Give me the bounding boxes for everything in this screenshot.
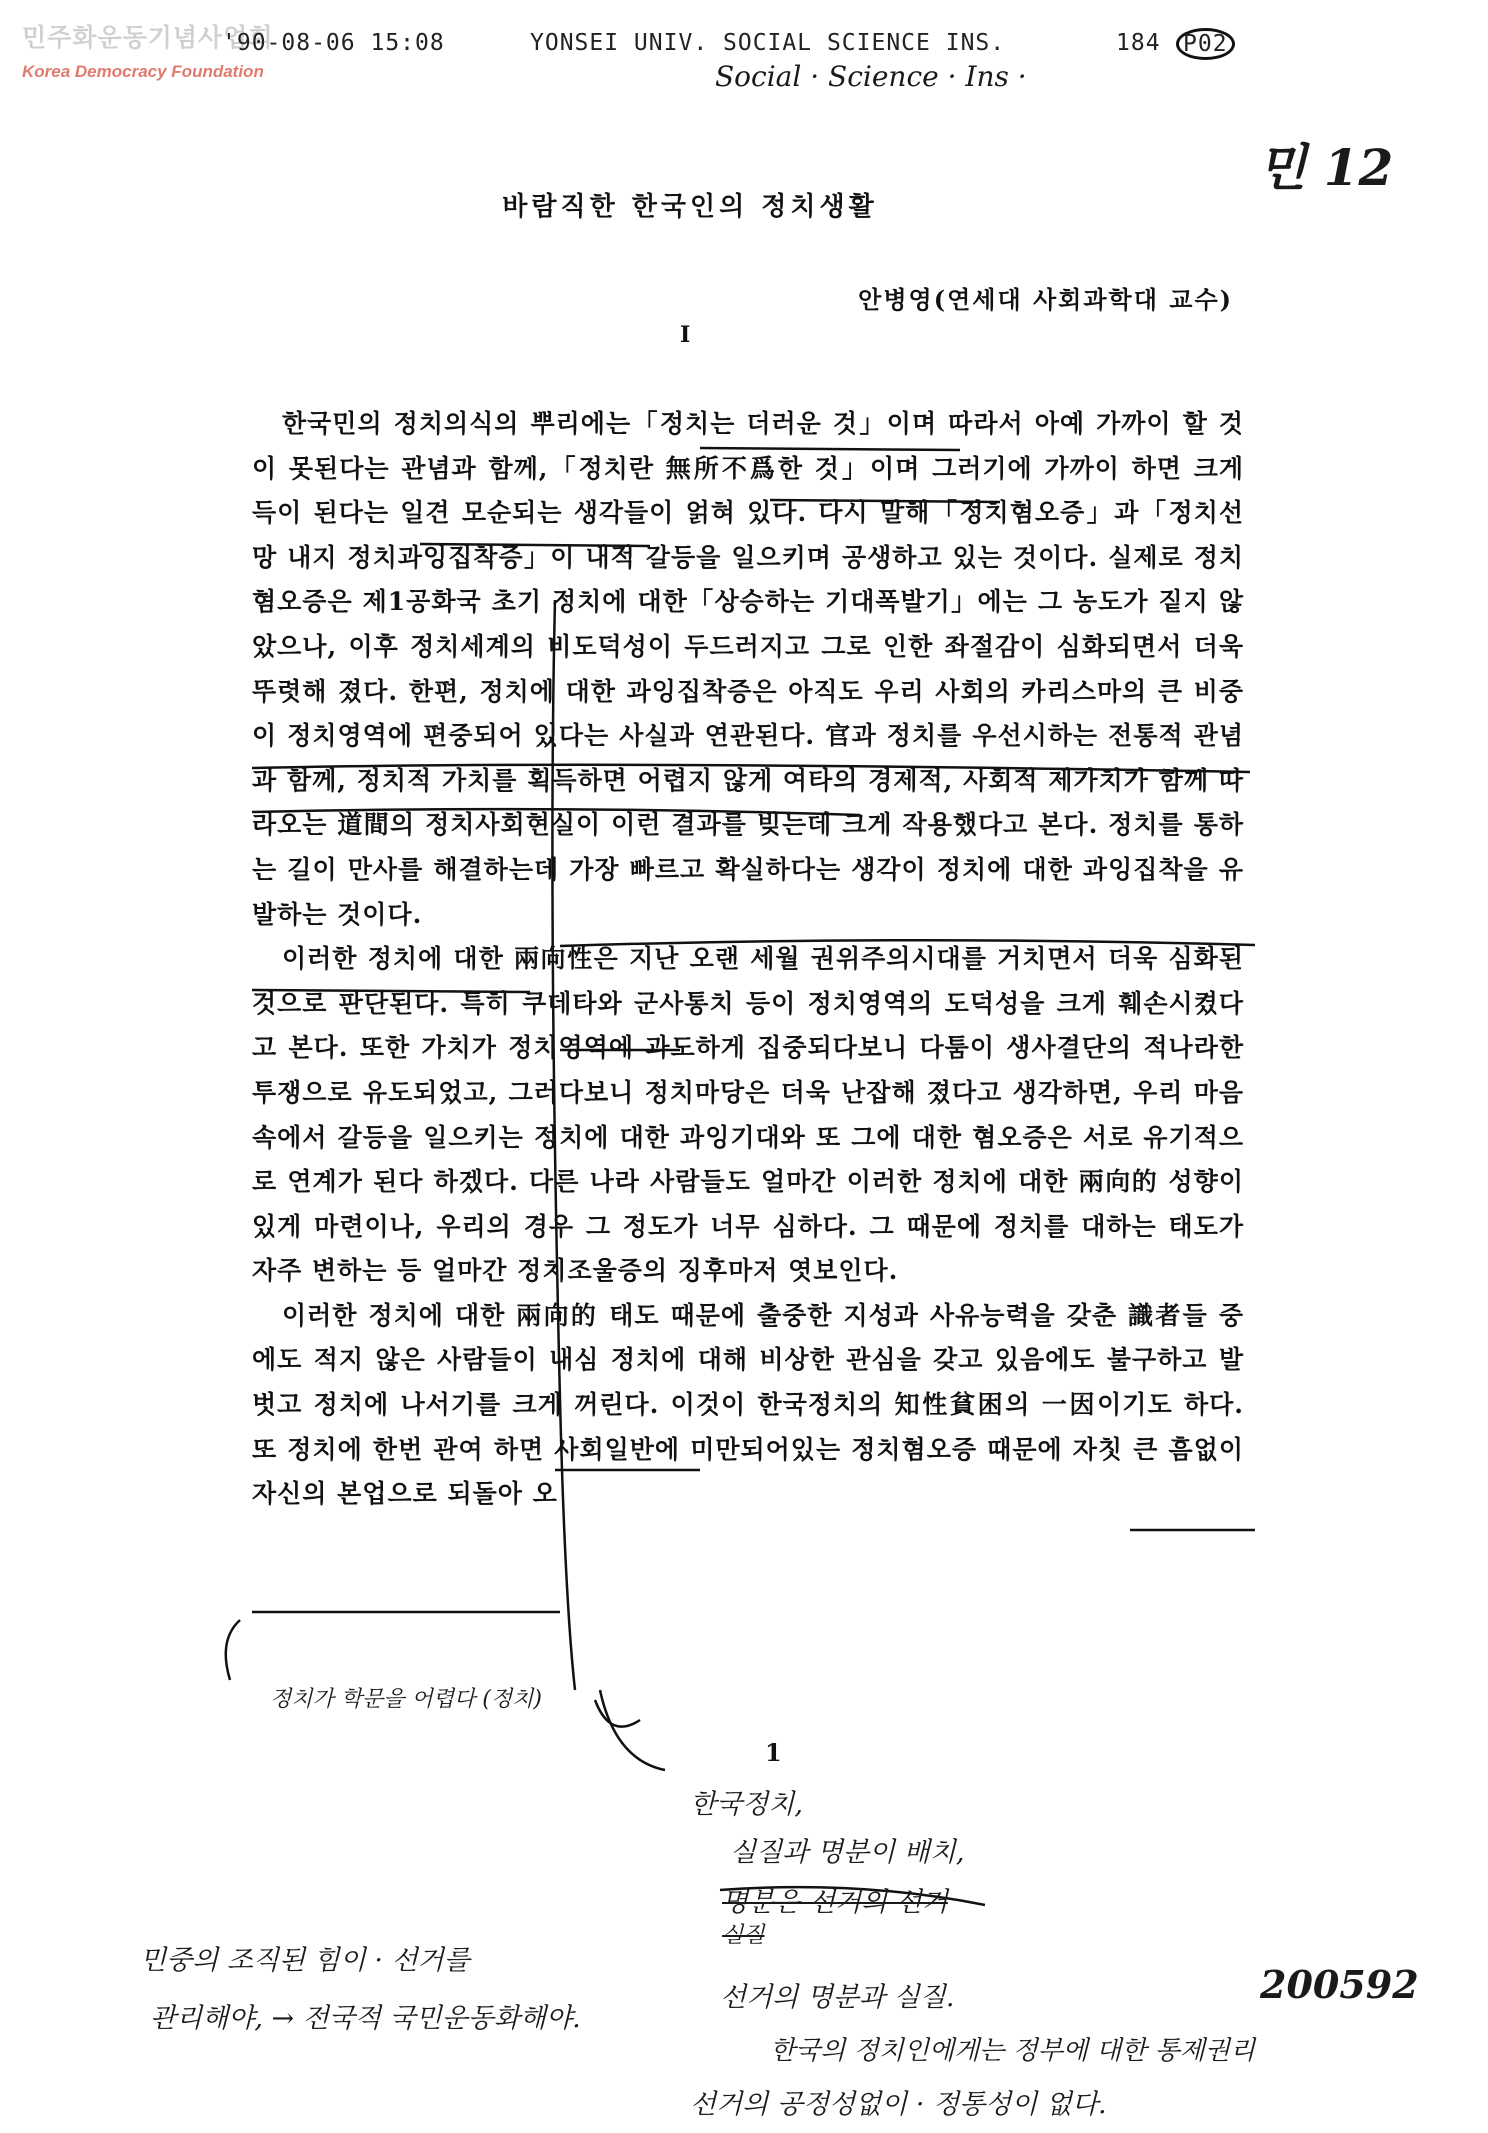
underline-mark — [252, 809, 860, 815]
handwritten-sender-note: Social · Science · Ins · — [715, 60, 1027, 93]
fax-page-circle: P02 — [1176, 28, 1235, 60]
section-numeral: I — [680, 322, 691, 348]
body-paragraph: 이러한 정치에 대한 兩向的 태도 때문에 출중한 지성과 사유능력을 갖춘 識者들 중에도 적지 않은 사람들이 내심 정치에 대해 비상한 관심을 갖고 있음에도 불구하고 발벗고 정치에 나서기를 크게 꺼린다. 이것이 한국정치의 知性貧困의 一因이기도 하다. 또 정치에 한번 관여 하면 사회일반에 미만되어있는 정치혐오증 때문에 자칫 큰 흠없이 자신의 본업으로 되돌아 오 — [252, 1300, 1244, 1509]
underline-mark — [252, 990, 530, 992]
underline-mark — [560, 940, 1255, 946]
fax-number: 184 — [1116, 30, 1161, 56]
archive-number: 200592 — [1260, 1962, 1419, 2007]
handwritten-note-line: 실질과 명분이 배치, — [730, 1837, 965, 1868]
handwritten-left-note: 민중의 조직된 힘이 · 선거를 — [140, 1945, 470, 1976]
fax-datetime: '90-08-06 15:08 — [222, 30, 445, 56]
handwritten-margin-note: 정치가 학문을 어렵다 (정치) — [270, 1687, 542, 1712]
underline-mark — [770, 500, 1000, 502]
body-paragraph: 한국민의 정치의식의 뿌리에는「정치는 더러운 것」이며 따라서 아예 가까이 할 것이 못된다는 관념과 함께,「정치란 無所不爲한 것」이며 그러기에 가까이 하면 크게 득이 된다는 일견 모순되는 생각들이 얽혀 있다. 다시 말해「정치혐오증」과「정치선망 내지 정치과잉집착증」이 내적 갈등을 일으키며 공생하고 있는 것이다. 실제로 정치혐오증은 제1공화국 초기 정치에 대한「상승하는 기대폭발기」에는 그 농도가 짙지 않았으나, 이후 정치세계의 비도덕성이 두드러지고 그로 인한 좌절감이 심화되면서 더욱 뚜렷해 졌다. 한편, 정치에 대한 과잉집착증은 아직도 우리 사회의 카리스마의 큰 비중이 정치영역에 편중되어 있다는 사실과 연관된다. 官과 정치를 우선시하는 전통적 관념과 함께, 정치적 가치를 획득하면 어렵지 않게 여타의 경제적, 사회적 제가치가 함께 따라오는 道間의 정치사회현실이 이런 결과를 빚는데 크게 작용했다고 본다. 정치를 통하는 길이 만사를 해결하는데 가장 빠르고 확실하다는 생각이 정치에 대한 과잉집착을 유발하는 것이다. — [252, 409, 1244, 929]
underline-mark — [420, 544, 650, 546]
handwritten-note-line: 한국의 정치인에게는 정부에 대한 통제권리 — [770, 2036, 1256, 2066]
margin-bracket — [226, 1620, 240, 1680]
handwritten-note-struck: 명분은 선거의 선거 — [722, 1887, 948, 1918]
underline-mark — [700, 448, 960, 450]
margin-arrow — [600, 1690, 665, 1770]
watermark-english: Korea Democracy Foundation — [22, 62, 264, 81]
handwritten-note-struck: 실질 — [722, 1923, 765, 1948]
handwritten-note-line: 선거의 명분과 실질. — [720, 1982, 955, 2013]
handwritten-file-mark: 민 12 — [1258, 138, 1394, 197]
margin-line — [595, 1700, 640, 1727]
underline-mark — [252, 765, 1250, 772]
body-paragraph: 이러한 정치에 대한 兩向性은 지난 오랜 세월 권위주의시대를 거치면서 더욱 심화된 것으로 판단된다. 특히 쿠데타와 군사통치 등이 정치영역의 도덕성을 크게 훼손시켰다고 본다. 또한 가치가 정치영역에 과도하게 집중되다보니 다툼이 생사결단의 적나라한 투쟁으로 유도되었고, 그러다보니 정치마당은 더욱 난잡해 졌다고 생각하면, 우리 마음속에서 갈등을 일으키는 정치에 대한 과잉기대와 또 그에 대한 혐오증은 서로 유기적으로 연계가 된다 하겠다. 다른 나라 사람들도 얼마간 이러한 정치에 대한 兩向的 성향이 있게 마련이나, 우리의 경우 그 정도가 너무 심하다. 그 때문에 정치를 대하는 태도가 자주 변하는 등 얼마간 정치조울증의 징후마저 엿보인다. — [252, 944, 1244, 1286]
handwritten-note-line: 한국정치, — [690, 1789, 803, 1820]
watermark-korean: 민주화운동기념사업회 — [22, 23, 274, 52]
margin-line — [552, 600, 575, 1690]
page-number: 1 — [765, 1738, 782, 1767]
document-author: 안병영(연세대 사회과학대 교수) — [858, 285, 1233, 314]
handwritten-note-line: 선거의 공정성없이 · 정통성이 없다. — [690, 2089, 1107, 2120]
fax-sender: YONSEI UNIV. SOCIAL SCIENCE INS. — [530, 30, 1006, 56]
handwritten-left-note: 관리해야, → 전국적 국민운동화해야. — [150, 2003, 581, 2034]
document-title: 바람직한 한국인의 정치생활 — [502, 192, 878, 222]
